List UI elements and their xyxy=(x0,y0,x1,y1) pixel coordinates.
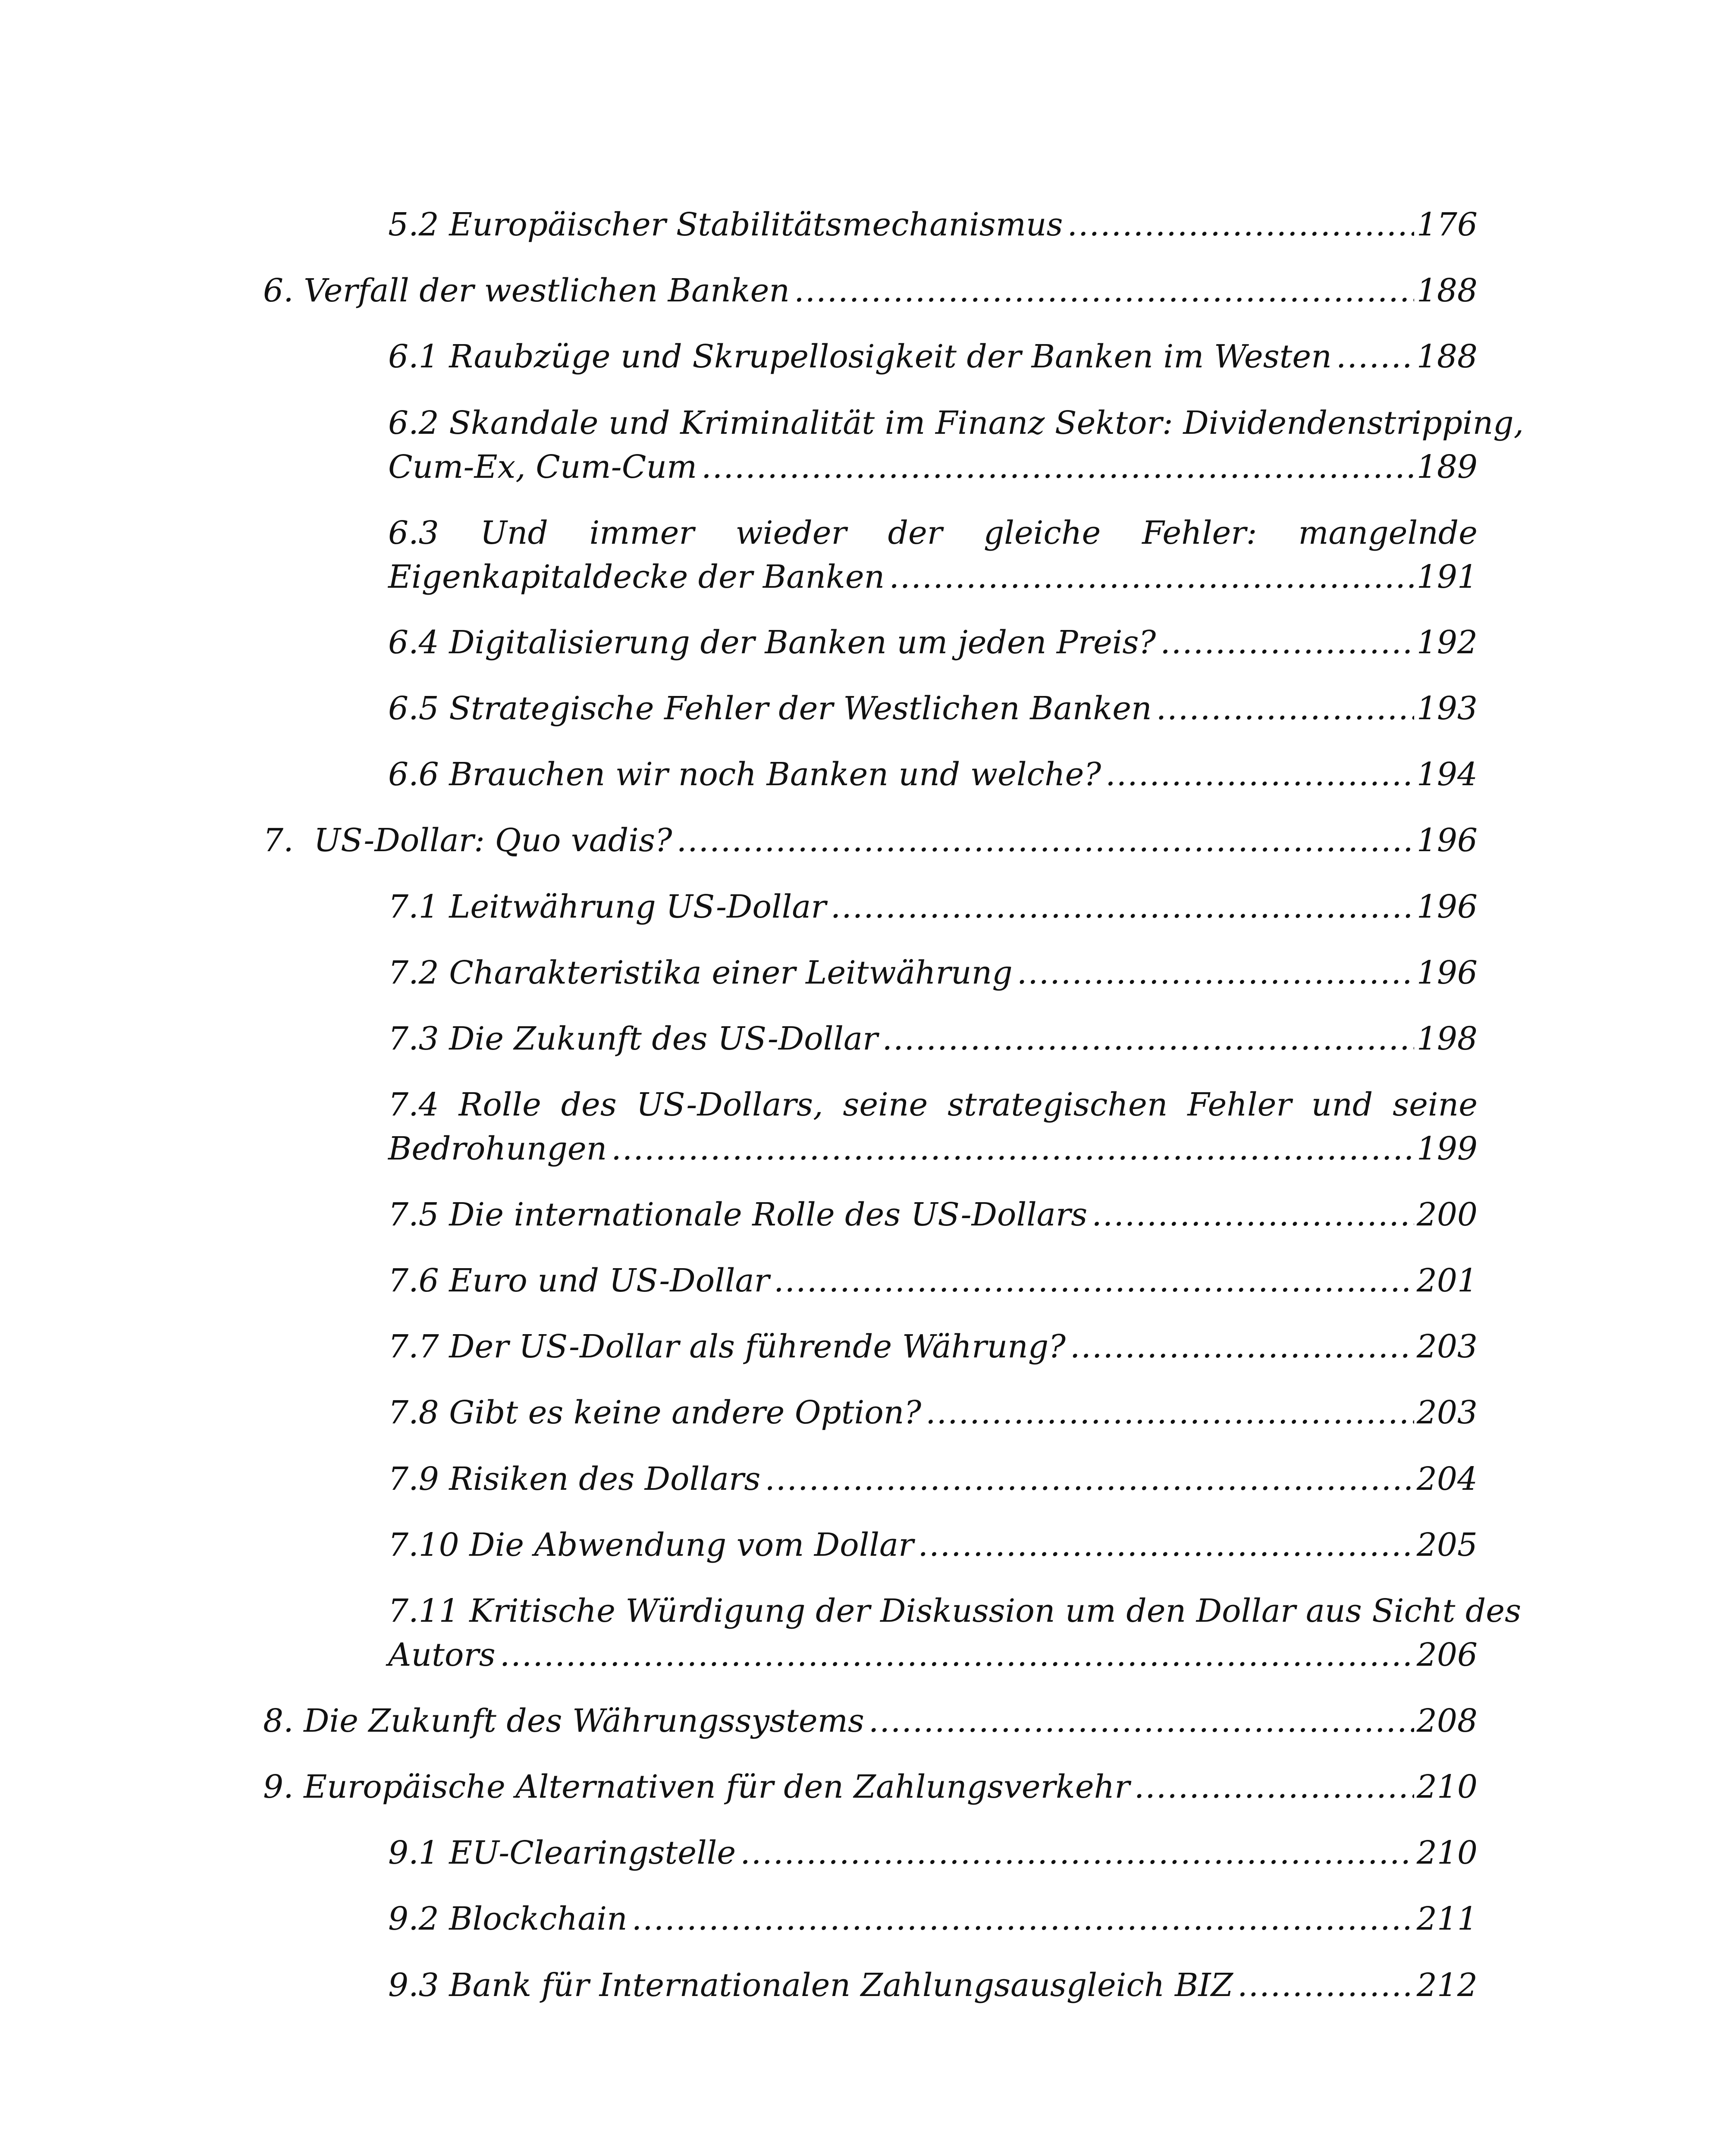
toc-entry-9 xyxy=(263,1765,1478,1809)
toc-entry-title: 5.2 Europäischer Stabilitätsmechanismus xyxy=(388,206,1063,243)
title-word: seine xyxy=(843,1086,928,1123)
toc-entry-7-9 xyxy=(388,1457,1478,1501)
dot-leader xyxy=(1017,951,1414,995)
toc-entry-title-line1 xyxy=(388,511,1478,555)
toc-entry-title: 7.10 Die Abwendung vom Dollar xyxy=(388,1526,914,1564)
toc-entry-5-2 xyxy=(388,203,1478,247)
toc-entry-title-line1: 6.2 Skandale und Kriminalität im Finanz Sektor: Dividendenstripping, xyxy=(388,404,1524,442)
toc-entry-title: 9. Europäische Alternativen für den Zahlungsverkehr xyxy=(263,1768,1130,1805)
toc-page-number: 191 xyxy=(1416,558,1478,595)
toc-entry-title-line2: Eigenkapitaldecke der Banken xyxy=(388,558,885,595)
toc-page-number: 210 xyxy=(1416,1834,1478,1871)
toc-page-number: 196 xyxy=(1416,822,1478,859)
toc-entry-title: 7.6 Euro und US-Dollar xyxy=(388,1262,770,1299)
toc-entry-title-line1 xyxy=(388,1083,1478,1127)
dot-leader xyxy=(774,1259,1414,1303)
toc-entry-7-3 xyxy=(388,1017,1478,1061)
toc-entry-6-2 xyxy=(388,401,1524,489)
toc-entry-title-line1: 7.11 Kritische Würdigung der Diskussion um den Dollar aus Sicht des xyxy=(388,1592,1522,1630)
toc-entry-title: 7.5 Die internationale Rolle des US-Dollars xyxy=(388,1196,1088,1233)
toc-entry-title: 7.3 Die Zukunft des US-Dollar xyxy=(388,1020,878,1057)
dot-leader xyxy=(831,885,1414,929)
title-word: Fehler: xyxy=(1142,514,1257,552)
toc-page-number: 211 xyxy=(1416,1900,1478,1937)
dot-leader xyxy=(632,1897,1414,1941)
dot-leader xyxy=(1070,1325,1414,1369)
title-word: strategischen xyxy=(948,1086,1168,1123)
toc-entry-title-line2: Bedrohungen xyxy=(388,1130,607,1167)
dot-leader xyxy=(611,1127,1414,1171)
title-word: Rolle xyxy=(458,1086,541,1123)
toc-entry-title: 6.1 Raubzüge und Skrupellosigkeit der Banken im Westen xyxy=(388,338,1332,375)
toc-entry-title: 6.5 Strategische Fehler der Westlichen Banken xyxy=(388,690,1152,727)
toc-page-number: 203 xyxy=(1416,1328,1478,1365)
dot-leader xyxy=(926,1391,1414,1435)
title-word: des xyxy=(561,1086,617,1123)
toc-entry-title-line2: Cum-Ex, Cum-Cum xyxy=(388,448,697,486)
dot-leader xyxy=(1336,335,1414,379)
toc-entry-title: 9.3 Bank für Internationalen Zahlungsausgleich BIZ xyxy=(388,1967,1233,2004)
toc-page-number: 189 xyxy=(1416,448,1478,486)
toc-entry-6-3 xyxy=(388,511,1478,599)
title-word: Und xyxy=(480,514,548,552)
toc-entry-6-4 xyxy=(388,620,1478,664)
title-word: US-Dollars, xyxy=(636,1086,823,1123)
toc-entry-title: 6. Verfall der westlichen Banken xyxy=(263,272,790,309)
dot-leader xyxy=(1105,752,1414,796)
toc-entry-title: 9.1 EU-Clearingstelle xyxy=(388,1834,736,1871)
dot-leader xyxy=(740,1831,1414,1875)
title-word: und xyxy=(1311,1086,1373,1123)
dot-leader xyxy=(1067,203,1414,247)
dot-leader xyxy=(1092,1193,1414,1237)
toc-page-number: 188 xyxy=(1416,272,1478,309)
toc-page-number: 210 xyxy=(1416,1768,1478,1805)
toc-entry-title-line2: Autors xyxy=(388,1636,496,1673)
toc-entry-title: 7.2 Charakteristika einer Leitwährung xyxy=(388,954,1013,991)
toc-entry-title: 6.6 Brauchen wir noch Banken und welche? xyxy=(388,756,1101,793)
toc-page-number: 198 xyxy=(1416,1020,1478,1057)
title-word: gleiche xyxy=(983,514,1101,552)
toc-page-number: 196 xyxy=(1416,954,1478,991)
toc-entry-7-10 xyxy=(388,1523,1478,1567)
toc-entry-6 xyxy=(263,269,1478,313)
title-word: 7.4 xyxy=(388,1086,439,1123)
toc-entry-title: 7. US-Dollar: Quo vadis? xyxy=(263,822,672,859)
dot-leader xyxy=(918,1523,1414,1567)
toc-entry-7-4 xyxy=(388,1083,1478,1171)
toc-page-number: 194 xyxy=(1416,756,1478,793)
toc-entry-7 xyxy=(263,818,1478,862)
toc-page-number: 192 xyxy=(1416,624,1478,661)
toc-entry-7-8 xyxy=(388,1391,1478,1435)
toc-page-number: 199 xyxy=(1416,1130,1478,1167)
title-word: wieder xyxy=(735,514,847,552)
toc-entry-7-2 xyxy=(388,951,1478,995)
toc-entry-title: 7.8 Gibt es keine andere Option? xyxy=(388,1394,922,1431)
toc-entry-6-5 xyxy=(388,686,1478,730)
toc-entry-title: 9.2 Blockchain xyxy=(388,1900,628,1937)
toc-entry-title: 7.1 Leitwährung US-Dollar xyxy=(388,888,826,925)
toc-page-number: 176 xyxy=(1416,206,1478,243)
toc-page-number: 208 xyxy=(1416,1702,1478,1739)
toc-entry-7-11 xyxy=(388,1589,1522,1677)
dot-leader xyxy=(677,818,1414,862)
toc-entry-7-6 xyxy=(388,1259,1478,1303)
title-word: der xyxy=(888,514,943,552)
toc-page-number: 205 xyxy=(1416,1526,1478,1564)
toc-entry-7-7 xyxy=(388,1325,1478,1369)
title-word: 6.3 xyxy=(388,514,439,552)
dot-leader xyxy=(500,1633,1414,1677)
title-word: seine xyxy=(1393,1086,1478,1123)
toc-entry-9-2 xyxy=(388,1897,1478,1941)
toc-entry-8 xyxy=(263,1699,1478,1743)
toc-page-number: 200 xyxy=(1416,1196,1478,1233)
dot-leader xyxy=(765,1457,1414,1501)
toc-entry-7-5 xyxy=(388,1193,1478,1237)
title-word: Fehler xyxy=(1187,1086,1292,1123)
dot-leader xyxy=(1160,620,1414,664)
dot-leader xyxy=(1156,686,1414,730)
dot-leader xyxy=(882,1017,1414,1061)
dot-leader xyxy=(1134,1765,1414,1809)
toc-page-number: 188 xyxy=(1416,338,1478,375)
toc-entry-6-6 xyxy=(388,752,1478,796)
dot-leader xyxy=(794,269,1414,313)
toc-entry-9-3 xyxy=(388,1963,1478,2007)
toc-page-number: 212 xyxy=(1416,1967,1478,2004)
toc-entry-title: 6.4 Digitalisierung der Banken um jeden Preis? xyxy=(388,624,1156,661)
toc-entry-9-1 xyxy=(388,1831,1478,1875)
dot-leader xyxy=(701,445,1414,489)
toc-page-number: 193 xyxy=(1416,690,1478,727)
dot-leader xyxy=(869,1699,1414,1743)
title-word: mangelnde xyxy=(1298,514,1478,552)
toc-page-number: 204 xyxy=(1416,1460,1478,1498)
toc-entry-6-1 xyxy=(388,335,1478,379)
toc-entry-7-1 xyxy=(388,885,1478,929)
dot-leader xyxy=(889,555,1414,599)
title-word: immer xyxy=(589,514,694,552)
toc-entry-title: 8. Die Zukunft des Währungssystems xyxy=(263,1702,864,1739)
toc-entry-title: 7.7 Der US-Dollar als führende Währung? xyxy=(388,1328,1066,1365)
toc-page-number: 206 xyxy=(1416,1636,1478,1673)
toc-entry-title: 7.9 Risiken des Dollars xyxy=(388,1460,761,1498)
toc-page-number: 203 xyxy=(1416,1394,1478,1431)
toc-page-number: 196 xyxy=(1416,888,1478,925)
toc-page-number: 201 xyxy=(1416,1262,1478,1299)
dot-leader xyxy=(1237,1963,1414,2007)
